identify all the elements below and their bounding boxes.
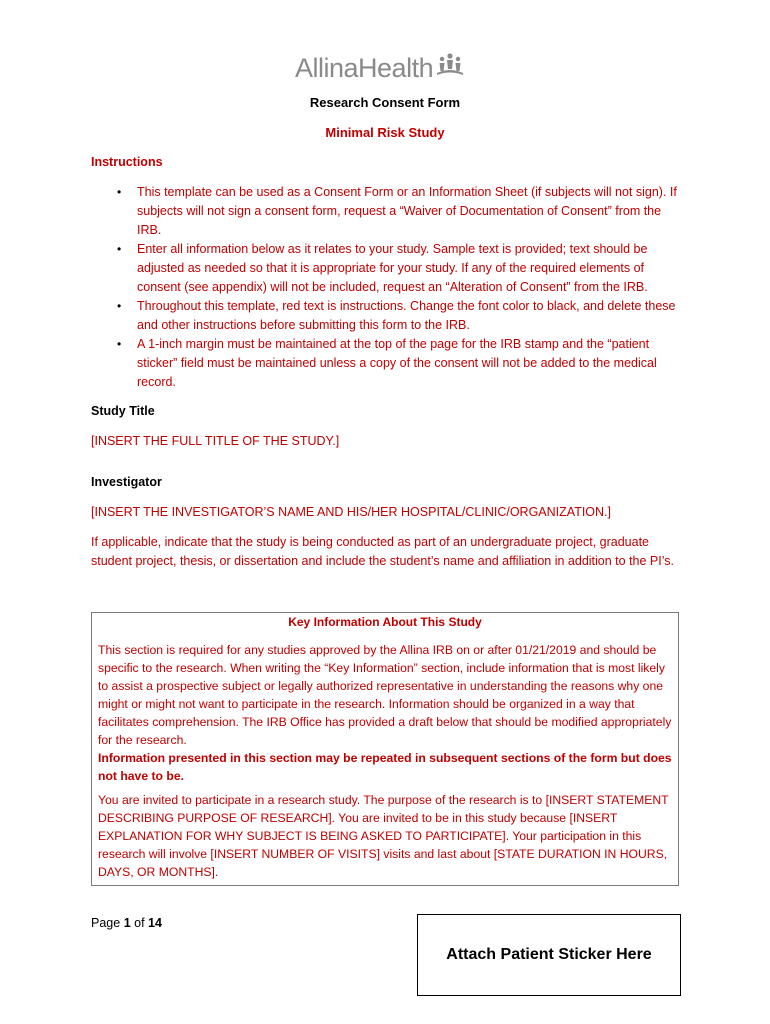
study-title-placeholder: [INSERT THE FULL TITLE OF THE STUDY.] [91, 434, 340, 448]
brand-name: AllinaHealth [295, 52, 434, 83]
patient-sticker-box [417, 914, 681, 996]
instructions-heading: Instructions [91, 155, 163, 169]
investigator-placeholder: [INSERT THE INVESTIGATOR’S NAME AND HIS/HER HOSPITAL/CLINIC/ORGANIZATION.] [91, 505, 611, 519]
list-item: • Throughout this template, red text is instructions. Change the font color to black, and delete these and other instructions before submitting this form to the IRB. [117, 299, 676, 332]
form-subtitle: Minimal Risk Study [325, 125, 445, 140]
bullet-icon: • [117, 242, 122, 256]
key-information-box [91, 612, 679, 886]
list-item: • This template can be used as a Consent Form or an Information Sheet (if subjects will not sign). If subjects will not sign a consent form, request a “Waiver of Documentation of Consent” from the IRB. [117, 185, 677, 237]
key-information-bold-note: Information presented in this section may be repeated in subsequent sections of the form but does not have to be. [98, 751, 672, 783]
key-information-intro: This section is required for any studies approved by the Allina IRB on or after 01/21/2019 and should be specific to the research. When writing the “Key Information” section, include information that is most likely to assist a prospective subject or legally authorized representative in understanding the reasons why one might or might not want to participate in the research. Information should be organized in a way that facilitates comprehension. The IRB Office has provided a draft below that should be modified appropriately for the research. Information presented in this section may be repeated in subsequent sections of the form but does not have to be. [98, 643, 672, 783]
list-item: • Enter all information below as it relates to your study. Sample text is provided; text should be adjusted as needed so that it is appropriate for your study. If any of the required elements of consent (see appendix) will not be included, request an “Alteration of Consent” from the IRB. [117, 242, 648, 294]
patient-sticker-label: Attach Patient Sticker Here [446, 946, 652, 963]
page-number: Page 1 of 14 [91, 916, 162, 930]
current-page: 1 [123, 916, 131, 930]
instructions-list [91, 183, 681, 392]
total-pages: 14 [148, 916, 162, 930]
brand-logo [295, 52, 465, 84]
key-information-sample: You are invited to participate in a research study. The purpose of the research is to [INSERT STATEMENT DESCRIBING PURPOSE OF RESEARCH]. You are invited to be in this study because [INSERT EXPLANATION FOR WHY SUBJECT IS BEING ASKED TO PARTICIPATE]. Your participation in this research will involve [INSERT NUMBER OF VISITS] visits and last about [STATE DURATION IN HOURS, DAYS, OR MONTHS]. [98, 793, 669, 879]
investigator-note: If applicable, indicate that the study is being conducted as part of an undergraduate project, graduate student project, thesis, or dissertation and include the student’s name and affiliation in addition to the PI’s. [91, 535, 675, 568]
investigator-heading: Investigator [91, 475, 162, 489]
list-item: • A 1-inch margin must be maintained at the top of the page for the IRB stamp and the “patient sticker” field must be maintained unless a copy of the consent will not be added to the medical record. [117, 337, 657, 389]
form-title: Research Consent Form [309, 95, 461, 110]
people-family-logo-icon [435, 53, 465, 84]
bullet-icon: • [117, 337, 122, 351]
bullet-icon: • [117, 299, 122, 313]
key-information-title: Key Information About This Study [288, 615, 482, 629]
bullet-icon: • [117, 185, 122, 199]
study-title-heading: Study Title [91, 404, 155, 418]
